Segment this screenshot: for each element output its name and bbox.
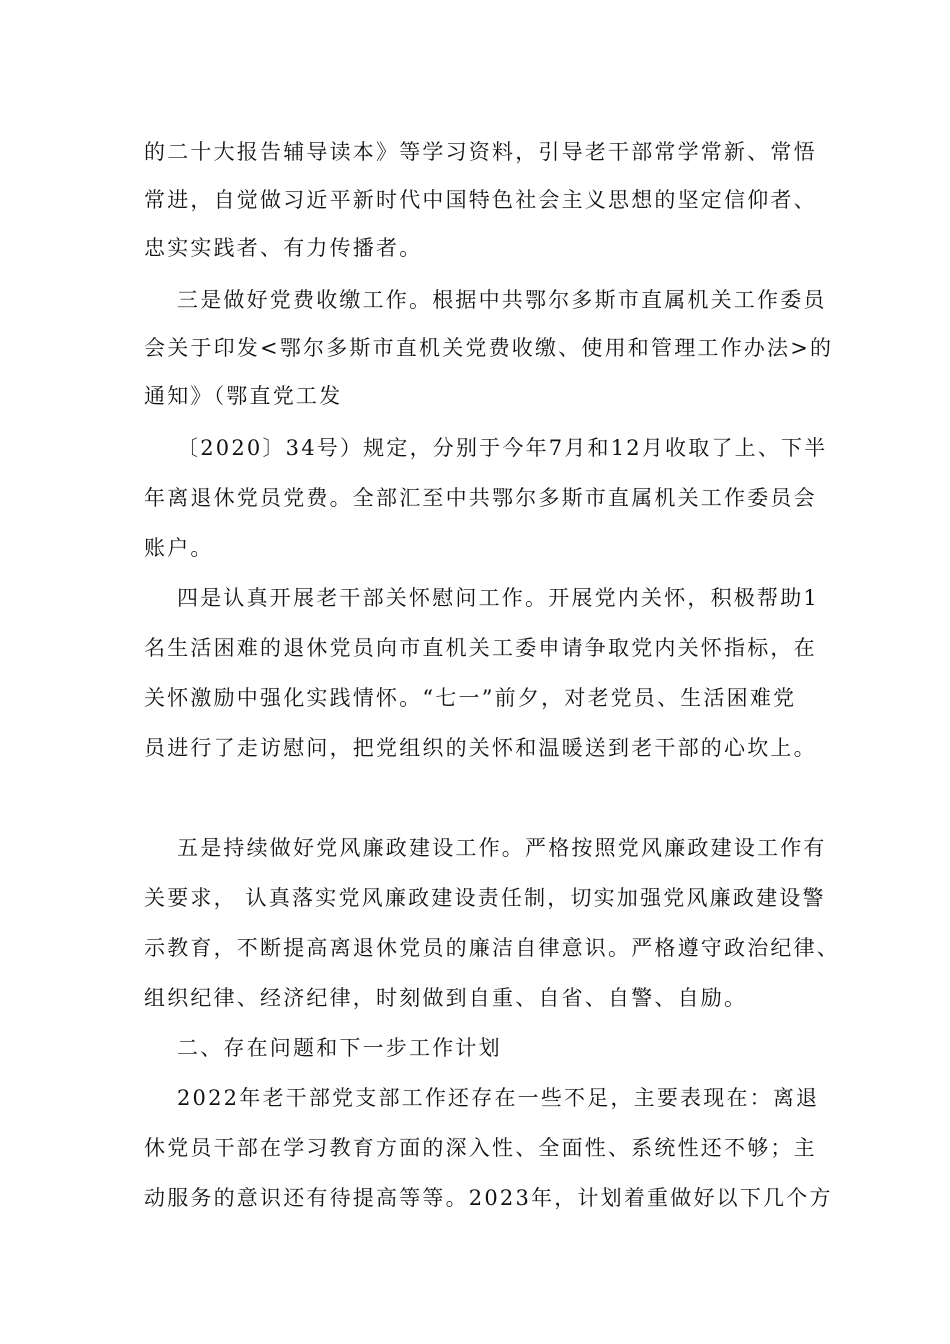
paragraph-6-start: 2022年老干部党支部工作还存在一些不足，主要表现在：离退 xyxy=(177,1086,820,1110)
paragraph-3-start: 三是做好党费收缴工作。根据中共鄂尔多斯市直属机关工作委员 xyxy=(177,288,827,312)
text-line: 动服务的意识还有待提高等等。2023年，计划着重做好以下几个方 xyxy=(144,1186,833,1210)
text-line: 忠实实践者、有力传播者。 xyxy=(144,236,423,260)
text-line: 的二十大报告辅导读本》等学习资料，引导老干部常学常新、常悟 xyxy=(144,140,817,164)
paragraph-4-start: 四是认真开展老干部关怀慰问工作。开展党内关怀，积极帮助1 xyxy=(177,586,819,610)
text-line: 会关于印发<鄂尔多斯市直机关党费收缴、使用和管理工作办法>的 xyxy=(144,336,834,360)
text-line: 名生活困难的退休党员向市直机关工委申请争取党内关怀指标，在 xyxy=(144,636,817,660)
text-line: 员进行了走访慰问，把党组织的关怀和温暖送到老干部的心坎上。 xyxy=(144,736,817,760)
text-line: 常进，自觉做习近平新时代中国特色社会主义思想的坚定信仰者、 xyxy=(144,188,817,212)
text-line: 年离退休党员党费。全部汇至中共鄂尔多斯市直属机关工作委员会 xyxy=(144,486,817,510)
text-line: 组织纪律、经济纪律，时刻做到自重、自省、自警、自励。 xyxy=(144,986,748,1010)
section-heading: 二、存在问题和下一步工作计划 xyxy=(177,1036,502,1060)
text-line: 〔2020〕34号）规定，分别于今年7月和12月收取了上、下半 xyxy=(177,436,828,460)
text-line: 休党员干部在学习教育方面的深入性、全面性、系统性还不够；主 xyxy=(144,1136,817,1160)
text-line: 通知》（鄂直党工发 xyxy=(144,384,343,408)
text-line: 关要求， 认真落实党风廉政建设责任制，切实加强党风廉政建设警 xyxy=(144,886,826,910)
text-line: 关怀激励中强化实践情怀。“七一”前夕，对老党员、生活困难党 xyxy=(144,686,797,710)
text-line: 账户。 xyxy=(144,536,214,560)
text-line: 示教育，不断提高离退休党员的廉洁自律意识。严格遵守政治纪律、 xyxy=(144,936,840,960)
paragraph-5-start: 五是持续做好党风廉政建设工作。严格按照党风廉政建设工作有 xyxy=(177,836,827,860)
